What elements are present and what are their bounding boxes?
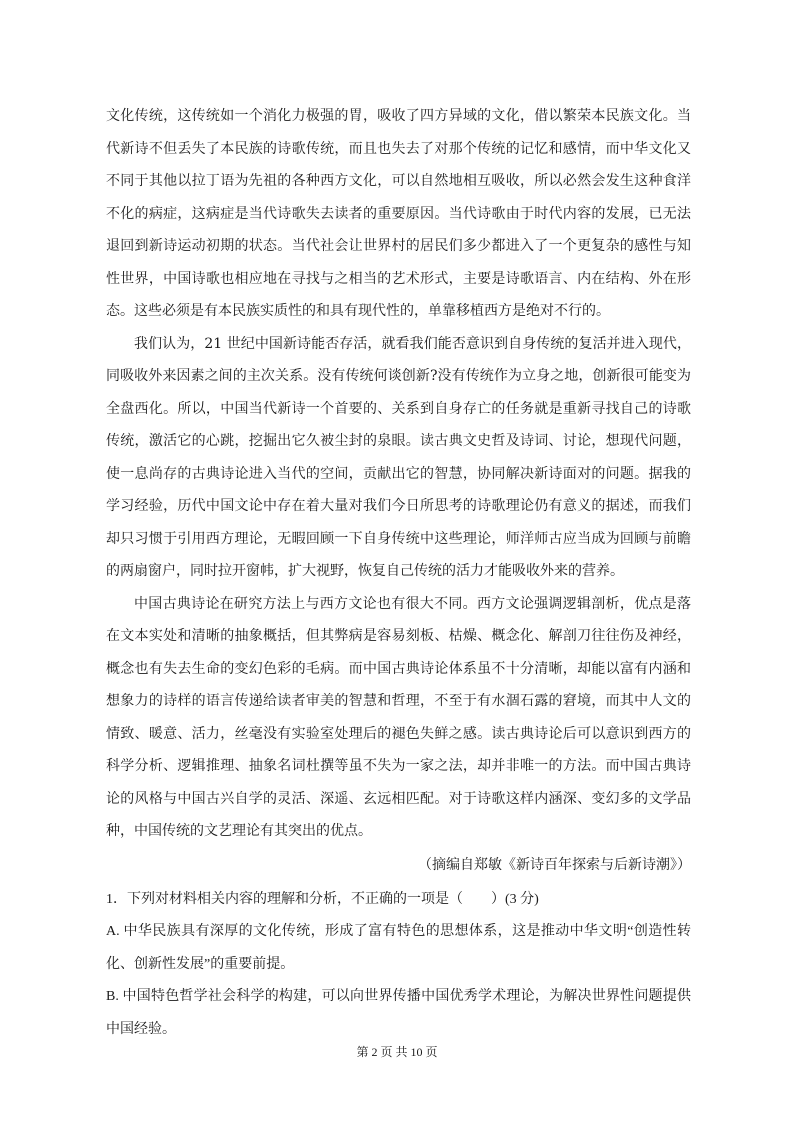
article-paragraph-2: 我们认为，21 世纪中国新诗能否存活，就看我们能否意识到自身传统的复活并进入现代，同吸收外来因素之间的主次关系。没有传统何谈创新?没有传统作为立身之地，创新很可能变为全盘西化。所以，中国当代新诗一个首要的、关系到自身存亡的任务就是重新寻找自己的诗歌传统，激活它的心跳，挖掘出它久被尘封的泉眼。读古典文史哲及诗词、讨论，想现代问题，使一息尚存的古典诗论进入当代的空间，贡献出它的智慧，协同解决新诗面对的问题。据我的学习经验，历代中国文论中存在着大量对我们今日所思考的诗歌理论仍有意义的据述，而我们却只习惯于引用西方理论，无暇回顾一下自身传统中这些理论，师洋师古应当成为回顾与前瞻的两扇窗户，同时拉开窗帏，扩大视野，恢复自己传统的活力才能吸收外来的营养。 xyxy=(106,335,691,579)
article-source: （摘编自郑敏《新诗百年探索与后新诗潮》） xyxy=(418,857,691,873)
document-body xyxy=(106,100,691,1046)
question-option-a: A. 中华民族具有深厚的文化传统，形成了富有特色的思想体系，这是推动中华文明“创造性转化、创新性发展”的重要前提。 xyxy=(106,924,691,972)
article-paragraph-3: 中国古典诗论在研究方法上与西方文论也有很大不同。西方文论强调逻辑剖析，优点是落在文本实处和清晰的抽象概括，但其弊病是容易刻板、枯燥、概念化、解剖刀往往伤及神经，概念也有失去生命的变幻色彩的毛病。而中国古典诗论体系虽不十分清晰，却能以富有内涵和想象力的诗样的语言传递给读者审美的智慧和哲理，不至于有水涸石露的窘境，而其中人文的情致、暖意、活力，丝毫没有实验室处理后的褪色失鲜之感。读古典诗论后可以意识到西方的科学分析、逻辑推理、抽象名词杜撰等虽不失为一家之法，却并非唯一的方法。而中国古典诗论的风格与中国古兴自学的灵活、深遥、玄远相匹配。对于诗歌这样内涵深、变幻多的文学品种，中国传统的文艺理论有其突出的优点。 xyxy=(106,595,691,839)
article-paragraph-1: 文化传统，这传统如一个消化力极强的胃，吸收了四方异域的文化，借以繁荣本民族文化。当代新诗不但丢失了本民族的诗歌传统，而且也失去了对那个传统的记忆和感情，而中华文化又不同于其他以拉丁语为先祖的各种西方文化，可以自然地相互吸收，所以必然会发生这种食洋不化的病症，这病症是当代诗歌失去读者的重要原因。当代诗歌由于时代内容的发展，已无法退回到新诗运动初期的状态。当代社会让世界村的居民们多少都进入了一个更复杂的感性与知性世界，中国诗歌也相应地在寻找与之相当的艺术形式，主要是诗歌语言、内在结构、外在形态。这些必须是有本民族实质性的和具有现代性的，单靠移植西方是绝对不行的。 xyxy=(106,108,691,319)
question-option-b: B. 中国特色哲学社会科学的构建，可以向世界传播中国优秀学术理论，为解决世界性问题提供中国经验。 xyxy=(106,989,691,1037)
question-stem: 1．下列对材料相关内容的理解和分析，不正确的一项是（ ）(3 分) xyxy=(106,891,539,907)
page-number-footer: 第 2 页 共 10 页 xyxy=(356,1045,438,1059)
